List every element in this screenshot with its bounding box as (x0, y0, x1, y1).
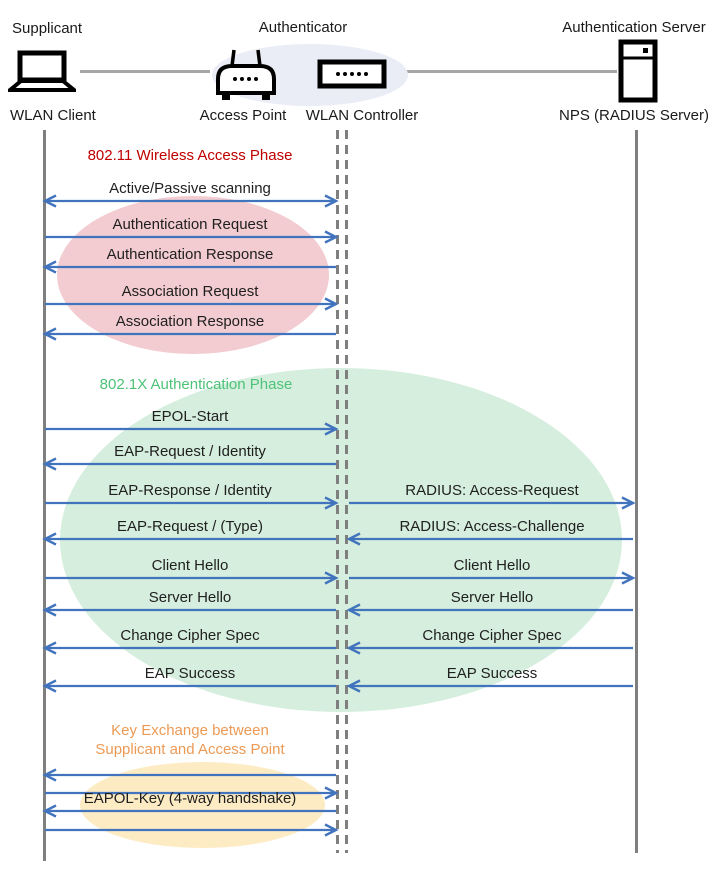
message-label: EAPOL-Key (4-way handshake) (83, 790, 297, 807)
role-label-authenticator: Authenticator (258, 19, 348, 36)
message-label: EAP Success (446, 665, 538, 682)
device-label-wlan-controller: WLAN Controller (305, 107, 419, 124)
role-label-supplicant: Supplicant (12, 20, 83, 37)
lifeline-wlan-controller-b (345, 130, 348, 853)
message-label: Change Cipher Spec (422, 627, 562, 644)
phase1-title: 802.11 Wireless Access Phase (87, 147, 293, 164)
message-label: Authentication Request (112, 216, 268, 233)
phase3-title (95, 721, 284, 759)
phase2-title: 802.1X Authentication Phase (99, 376, 293, 393)
device-label-nps-radius: NPS (RADIUS Server) (558, 107, 710, 124)
role-label-authentication-server: Authentication Server (562, 19, 706, 36)
message-label: EAP-Request / (Type) (117, 518, 263, 535)
message-label: RADIUS: Access-Challenge (399, 518, 585, 535)
message-label: Client Hello (453, 557, 531, 574)
message-label: EAP Success (144, 665, 236, 682)
message-label: EPOL-Start (151, 408, 229, 425)
connector-line-right (389, 70, 617, 73)
message-label: Active/Passive scanning (109, 180, 271, 197)
message-label: Change Cipher Spec (120, 627, 260, 644)
lifeline-radius-server (635, 130, 638, 853)
message-label: EAP-Response / Identity (108, 482, 272, 499)
phase3-title-line1: Key Exchange between (111, 722, 269, 739)
lifeline-wlan-client (43, 130, 46, 861)
message-label: Client Hello (151, 557, 229, 574)
lifeline-wlan-controller-a (336, 130, 339, 853)
laptop-icon (8, 50, 76, 94)
phase3-title-line2: Supplicant and Access Point (95, 741, 285, 758)
connector-line-left (80, 70, 210, 73)
message-label: Authentication Response (106, 246, 274, 263)
device-label-wlan-client: WLAN Client (10, 107, 96, 124)
server-tower-icon (617, 39, 659, 103)
message-label: Server Hello (450, 589, 534, 606)
device-label-access-point: Access Point (199, 107, 287, 124)
controller-box-icon (317, 59, 387, 89)
phase2-ellipse (60, 368, 622, 712)
message-label: Server Hello (148, 589, 232, 606)
message-label: EAP-Request / Identity (114, 443, 266, 460)
wireless-router-icon (212, 46, 280, 104)
message-label: Association Response (115, 313, 265, 330)
message-label: RADIUS: Access-Request (405, 482, 579, 499)
message-label: Association Request (121, 283, 259, 300)
